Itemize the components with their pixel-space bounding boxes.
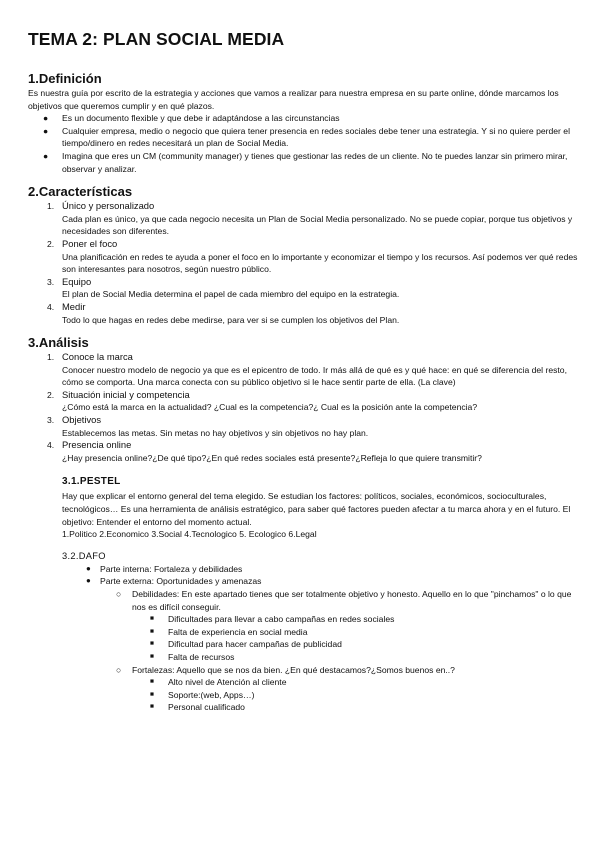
item-title: Situación inicial y competencia [62, 388, 190, 400]
list-item [28, 150, 578, 175]
square-bullet-icon: ■ [150, 652, 154, 660]
list-item [150, 626, 578, 639]
item-title: Conoce la marca [62, 351, 133, 363]
list-item [28, 112, 578, 125]
list-item [28, 200, 578, 238]
list-item-text: Debilidades: En este apartado tienes que ser totalmente objetivo y honesto. Aquello en lo que "pinchamos" o lo que nos es difícil conseguir. [132, 589, 572, 612]
document-title: TEMA 2: PLAN SOCIAL MEDIA [28, 29, 285, 49]
list-item-text: Es un documento flexible y que debe ir adaptándose a las circunstancias [62, 113, 340, 124]
list-item [150, 676, 578, 689]
list-item [28, 351, 578, 389]
list-item [116, 664, 578, 714]
item-body: Todo lo que hagas en redes debe medirse, para ver si se cumplen los objetivos del Plan. [62, 314, 400, 325]
list-item [28, 125, 578, 150]
item-body: ¿Cómo está la marca en la actualidad? ¿Cual es la competencia?¿ Cual es la posición ante la competencia? [62, 402, 478, 413]
list-item-text: Dificultades para llevar a cabo campañas en redes sociales [168, 614, 395, 625]
square-bullet-icon: ■ [150, 690, 154, 698]
list-item [84, 563, 578, 576]
list-number: 1. [47, 352, 55, 363]
list-item [28, 276, 578, 301]
list-item-text: Personal cualificado [168, 702, 245, 713]
subsection-dafo [28, 551, 578, 714]
list-item [150, 701, 578, 714]
list-item [28, 414, 578, 439]
list-number: 3. [47, 415, 55, 426]
nested-list [100, 588, 578, 714]
item-body: Conocer nuestro modelo de negocio ya que es el epicentro de todo. Ir más allá de qué es y qué hace: en qué se diferencia del resto, cómo se comporta. Una marca conecta con su público objetivo si le hace sentir parte de ella. (La clave) [62, 364, 567, 388]
item-body: Establecemos las metas. Sin metas no hay objetivos y sin objetivos no hay plan. [62, 427, 369, 438]
circle-bullet-icon: ○ [116, 589, 122, 599]
paragraph: Hay que explicar el entorno general del tema elegido. Se estudian los factores: políticos, sociales, económicos, socioculturales, tecnológicos… Es una herramienta de análisis estratégico, para saber qué factores pueden afectar a tu marca ahora y en el futuro. El objetivo: Entender el entorno del momento actual. [62, 491, 571, 527]
list-item [28, 439, 578, 464]
list-item [150, 613, 578, 626]
bullet-icon: ● [43, 125, 49, 136]
subsection-heading: 3.2.DAFO [62, 550, 106, 561]
list-item [150, 689, 578, 702]
item-title: Equipo [62, 275, 92, 287]
section-heading: 3.Análisis [28, 335, 89, 351]
item-title: Objetivos [62, 414, 102, 426]
item-body: ¿Hay presencia online?¿De qué tipo?¿En qué redes sociales está presente?¿Refleja lo que quiere transmitir? [62, 452, 482, 463]
item-body: El plan de Social Media determina el papel de cada miembro del equipo en la estrategia. [62, 289, 400, 300]
list-number: 2. [47, 238, 55, 249]
item-title: Medir [62, 300, 86, 312]
list-item-text: Soporte:(web, Apps…) [168, 689, 255, 700]
nested-list [132, 613, 578, 663]
list-item-text: Falta de recursos [168, 651, 235, 662]
list-number: 4. [47, 301, 55, 312]
section-heading: 2.Características [28, 184, 133, 200]
list-item-text: Fortalezas: Aquello que se nos da bien. ¿En qué destacamos?¿Somos buenos en..? [132, 664, 455, 675]
bullet-list [28, 112, 578, 175]
item-body: Una planificación en redes te ayuda a poner el foco en lo importante y economizar el tiempo y los recursos. Así podemos ver qué redes son interesantes para nosotros, según nuestro público. [62, 251, 578, 275]
list-item [150, 651, 578, 664]
square-bullet-icon: ■ [150, 615, 154, 623]
paragraph: Es nuestra guía por escrito de la estrategia y acciones que vamos a realizar para nuestra empresa en su parte online, dónde marcamos los objetivos que queremos cumplir y en qué plazos. [28, 88, 559, 111]
item-body: Cada plan es único, ya que cada negocio necesita un Plan de Social Media personalizado. No se puede copiar, porque tus objetivos y necesidades son diferentes. [62, 213, 573, 237]
square-bullet-icon: ■ [150, 640, 154, 648]
list-number: 2. [47, 389, 55, 400]
item-title: Único y personalizado [62, 200, 155, 212]
numbered-list [28, 200, 578, 326]
list-item-text: Imagina que eres un CM (community manager) y tienes que gestionar las redes de un cliente. No te puedes lanzar sin primero mirar, observar y analizar. [62, 150, 568, 174]
list-item-text: Dificultad para hacer campañas de publicidad [168, 639, 342, 650]
section-analisis [28, 335, 578, 714]
list-item [28, 301, 578, 326]
section-definicion [28, 71, 578, 175]
bullet-icon: ● [43, 113, 49, 124]
square-bullet-icon: ■ [150, 703, 154, 711]
list-item-text: Cualquier empresa, medio o negocio que quiera tener presencia en redes sociales debe tener una estrategia. Y si no quiere perder el tiempo/dinero en redes necesitará un plan de Social Media. [62, 125, 570, 149]
circle-bullet-icon: ○ [116, 664, 122, 675]
subsection-heading: 3.1.PESTEL [62, 476, 121, 488]
subsection-pestel [26, 476, 578, 487]
list-number: 1. [47, 201, 55, 212]
list-item-text: Alto nivel de Atención al cliente [168, 677, 287, 688]
item-title: Poner el foco [62, 237, 118, 249]
bullet-icon: ● [86, 563, 91, 573]
section-heading: 1.Definición [28, 71, 102, 86]
numbered-list [28, 351, 578, 464]
list-number: 3. [47, 276, 55, 287]
list-item [28, 389, 578, 414]
square-bullet-icon: ■ [150, 678, 154, 686]
list-item [116, 588, 578, 664]
section-caracteristicas [28, 184, 578, 326]
pestel-factors: 1.Politico 2.Economico 3.Social 4.Tecnologico 5. Ecologico 6.Legal [62, 529, 317, 540]
item-title: Presencia online [62, 439, 132, 451]
bullet-list [28, 563, 578, 714]
list-item [150, 638, 578, 651]
list-number: 4. [47, 440, 55, 451]
list-item-text: Parte externa: Oportunidades y amenazas [100, 576, 262, 587]
square-bullet-icon: ■ [150, 627, 154, 635]
bullet-icon: ● [43, 150, 49, 161]
list-item-text: Parte interna: Fortaleza y debilidades [100, 563, 243, 574]
list-item [28, 238, 578, 276]
bullet-icon: ● [86, 576, 91, 586]
list-item-text: Falta de experiencia en social media [168, 626, 308, 637]
nested-list [132, 676, 578, 714]
list-item [84, 575, 578, 714]
